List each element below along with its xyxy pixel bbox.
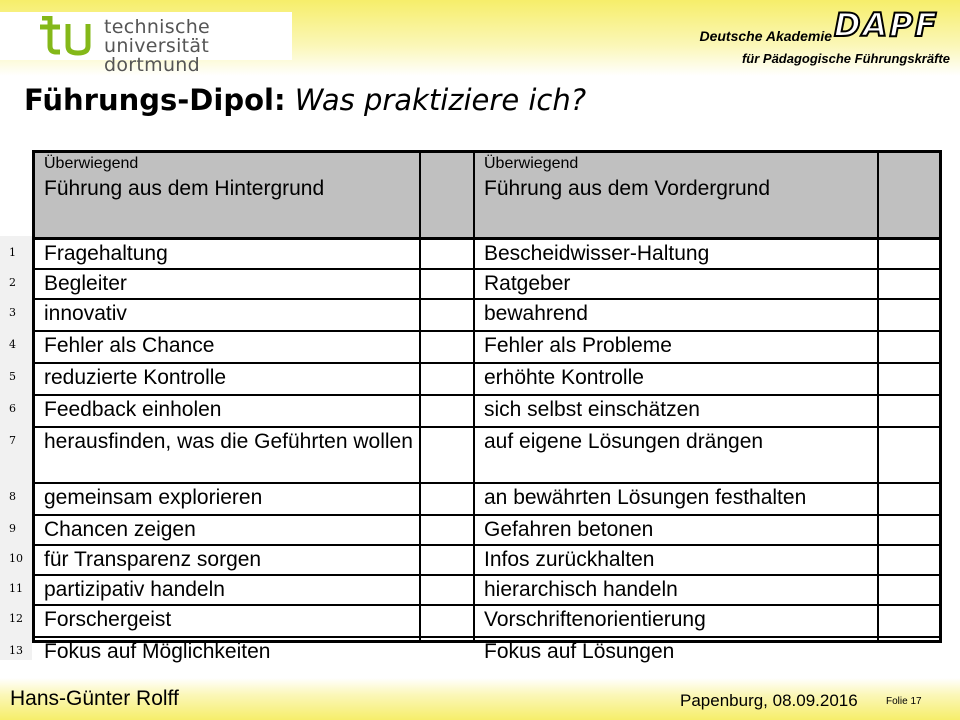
akademie-line-1: Deutsche Akademie <box>699 28 832 44</box>
left-header-cell <box>35 153 419 237</box>
table-row-right-cell: Gefahren betonen <box>484 518 654 541</box>
dapf-logo-text: DAPF <box>834 6 939 44</box>
footer-folie: Folie 17 <box>886 696 922 707</box>
table-row-left-cell: reduzierte Kontrolle <box>44 366 227 389</box>
row-number: 1 <box>9 246 16 259</box>
table-row-right-cell: Vorschriftenorientierung <box>484 608 706 631</box>
divider-v3 <box>877 153 879 640</box>
table-row-left-cell: partizipativ handeln <box>44 578 225 601</box>
table-row-left-cell: herausfinden, was die Geführten wollen <box>44 430 413 453</box>
row-number: 7 <box>9 434 16 447</box>
table-row-right-cell: Bescheidwisser-Haltung <box>484 242 710 265</box>
table-row-right-cell: sich selbst einschätzen <box>484 398 700 421</box>
table-row-right-cell: Fehler als Probleme <box>484 334 672 357</box>
right-blank-header-cell <box>879 153 939 237</box>
right-header-cell <box>475 153 877 237</box>
footer-place-date: Papenburg, 08.09.2016 <box>680 691 858 710</box>
table-row-left-cell: für Transparenz sorgen <box>44 548 262 571</box>
table-row-right-cell: Ratgeber <box>484 272 571 295</box>
header-band <box>0 0 960 76</box>
table-row-right-cell: hierarchisch handeln <box>484 578 678 601</box>
row-number: 6 <box>9 402 16 415</box>
divider-v1 <box>419 153 421 640</box>
tu-dortmund-logo <box>0 12 292 76</box>
row-number: 12 <box>9 612 23 625</box>
table-row-right-cell: erhöhte Kontrolle <box>484 366 644 389</box>
table-row-left-cell: Fragehaltung <box>44 242 168 265</box>
page-title <box>24 83 586 117</box>
table-row-right-cell: an bewährten Lösungen festhalten <box>484 486 807 509</box>
row-number: 2 <box>9 276 16 289</box>
table-row-left-cell: gemeinsam explorieren <box>44 486 263 509</box>
right-header-sub: Überwiegend <box>484 155 579 172</box>
row-number: 5 <box>9 370 16 383</box>
row-number: 8 <box>9 490 16 503</box>
dapf-logo <box>830 6 942 44</box>
title-bold: Führungs-Dipol: <box>24 83 286 117</box>
footer-band <box>0 678 960 720</box>
table-row-left-cell: Fehler als Chance <box>44 334 215 357</box>
logo-line-2: dortmund <box>104 54 200 76</box>
table-row-left-cell: innovativ <box>44 302 127 325</box>
tu-logo-icon <box>40 16 98 56</box>
footer-author: Hans-Günter Rolff <box>10 687 179 710</box>
row-number: 13 <box>9 644 23 657</box>
table-row-right-cell: auf eigene Lösungen drängen <box>484 430 764 453</box>
row-number: 3 <box>9 306 16 319</box>
row-number: 11 <box>9 582 23 595</box>
dipol-table <box>32 150 942 663</box>
row-number: 10 <box>9 552 23 565</box>
left-header-main: Führung aus dem Hintergrund <box>44 177 325 200</box>
title-italic: Was praktiziere ich? <box>294 83 587 117</box>
right-header-main: Führung aus dem Vordergrund <box>484 177 771 200</box>
row-number: 9 <box>9 522 16 535</box>
left-header-sub: Überwiegend <box>44 155 139 172</box>
table-row-left-cell: Forschergeist <box>44 608 172 631</box>
row-number: 4 <box>9 338 16 351</box>
table-row-left-cell: Feedback einholen <box>44 398 222 421</box>
row-number-strip <box>0 236 32 660</box>
table-row-left-cell: Begleiter <box>44 272 127 295</box>
table-row-left-cell: Chancen zeigen <box>44 518 196 541</box>
left-blank-header-cell <box>421 153 473 237</box>
logo-line-1: technische universität <box>104 16 211 57</box>
table-row-right-cell: Fokus auf Lösungen <box>484 640 675 663</box>
table-row-left-cell: Fokus auf Möglichkeiten <box>44 640 271 663</box>
table-row-right-cell: bewahrend <box>484 302 588 325</box>
akademie-line-2: für Pädagogische Führungskräfte <box>741 51 950 66</box>
table-row-right-cell: Infos zurückhalten <box>484 548 655 571</box>
